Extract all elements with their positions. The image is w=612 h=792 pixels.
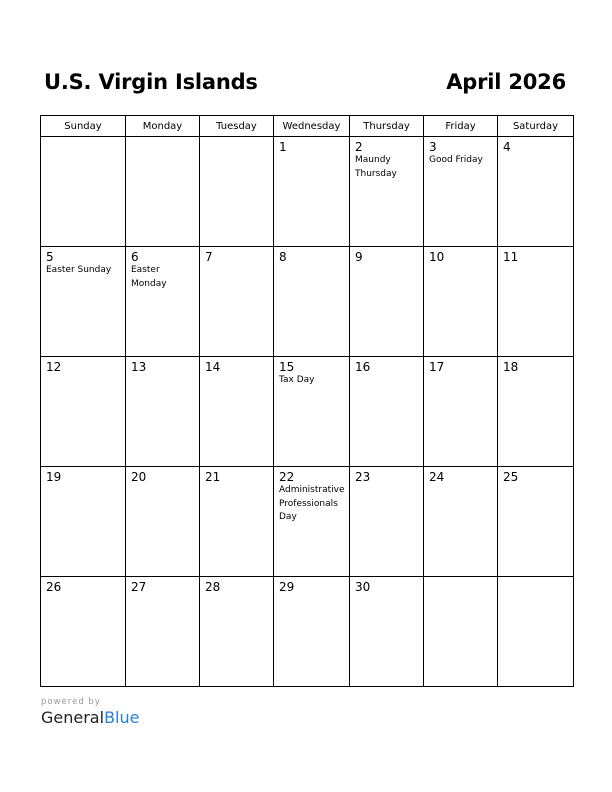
region-title: U.S. Virgin Islands xyxy=(44,70,258,94)
calendar-day-cell xyxy=(126,247,200,357)
calendar-day-cell xyxy=(274,467,350,577)
day-number: 14 xyxy=(205,360,221,374)
calendar-day-cell xyxy=(424,137,498,247)
calendar-empty-cell xyxy=(498,577,574,687)
holiday-label: Administrative Professionals Day xyxy=(279,485,345,522)
calendar-day-cell xyxy=(200,577,274,687)
calendar-day-cell xyxy=(274,137,350,247)
calendar-empty-cell xyxy=(126,137,200,247)
day-number: 21 xyxy=(205,470,221,484)
calendar-day-cell xyxy=(200,357,274,467)
calendar-grid xyxy=(40,115,574,687)
calendar-day-cell xyxy=(424,467,498,577)
day-number: 6 xyxy=(131,250,139,264)
weekday-header: Saturday xyxy=(498,116,574,137)
calendar-day-cell xyxy=(274,577,350,687)
day-number: 10 xyxy=(429,250,445,264)
holiday-label: Maundy Thursday xyxy=(355,155,397,179)
generalblue-logo[interactable] xyxy=(41,708,139,728)
day-number: 30 xyxy=(355,580,371,594)
calendar-day-cell xyxy=(41,467,126,577)
day-number: 12 xyxy=(46,360,62,374)
calendar-empty-cell xyxy=(41,137,126,247)
weekday-header: Wednesday xyxy=(274,116,350,137)
day-number: 4 xyxy=(503,140,511,154)
calendar-day-cell xyxy=(498,247,574,357)
calendar-day-cell xyxy=(350,467,424,577)
day-number: 9 xyxy=(355,250,363,264)
holiday-label: Easter Monday xyxy=(131,265,167,289)
day-number: 23 xyxy=(355,470,371,484)
calendar-day-cell xyxy=(41,577,126,687)
day-number: 13 xyxy=(131,360,147,374)
day-number: 25 xyxy=(503,470,519,484)
weekday-header: Tuesday xyxy=(200,116,274,137)
day-number: 29 xyxy=(279,580,295,594)
day-number: 16 xyxy=(355,360,371,374)
month-year-title: April 2026 xyxy=(446,70,566,94)
calendar-day-cell xyxy=(498,357,574,467)
day-number: 11 xyxy=(503,250,519,264)
calendar-day-cell xyxy=(126,467,200,577)
calendar-day-cell xyxy=(200,247,274,357)
day-number: 20 xyxy=(131,470,147,484)
calendar-day-cell xyxy=(350,577,424,687)
weekday-header-row xyxy=(41,116,574,137)
day-number: 22 xyxy=(279,470,295,484)
calendar-day-cell xyxy=(350,357,424,467)
weekday-header: Sunday xyxy=(41,116,126,137)
day-number: 19 xyxy=(46,470,62,484)
brand-general-text: General xyxy=(41,708,105,727)
calendar-day-cell xyxy=(41,357,126,467)
holiday-label: Easter Sunday xyxy=(46,265,112,275)
calendar-week-row xyxy=(41,467,574,577)
calendar-day-cell xyxy=(274,247,350,357)
calendar-day-cell xyxy=(41,247,126,357)
day-number: 15 xyxy=(279,360,295,374)
calendar-day-cell xyxy=(424,357,498,467)
calendar-day-cell xyxy=(350,137,424,247)
holiday-label: Tax Day xyxy=(279,375,315,385)
brand-blue-text: Blue xyxy=(104,708,140,727)
calendar-day-cell xyxy=(126,577,200,687)
calendar-week-row xyxy=(41,577,574,687)
day-number: 1 xyxy=(279,140,287,154)
calendar-day-cell xyxy=(126,357,200,467)
day-number: 24 xyxy=(429,470,445,484)
calendar-empty-cell xyxy=(424,577,498,687)
footer-branding xyxy=(41,696,139,728)
calendar-empty-cell xyxy=(200,137,274,247)
calendar-day-cell xyxy=(498,137,574,247)
calendar-week-row xyxy=(41,247,574,357)
holiday-label: Good Friday xyxy=(429,155,483,165)
calendar-week-row xyxy=(41,137,574,247)
calendar-day-cell xyxy=(498,467,574,577)
calendar-week-row xyxy=(41,357,574,467)
calendar-day-cell xyxy=(274,357,350,467)
day-number: 7 xyxy=(205,250,213,264)
day-number: 18 xyxy=(503,360,519,374)
day-number: 2 xyxy=(355,140,363,154)
day-number: 3 xyxy=(429,140,437,154)
powered-by-text: powered by xyxy=(41,697,101,707)
day-number: 27 xyxy=(131,580,147,594)
day-number: 8 xyxy=(279,250,287,264)
calendar-day-cell xyxy=(424,247,498,357)
day-number: 28 xyxy=(205,580,221,594)
day-number: 26 xyxy=(46,580,62,594)
day-number: 17 xyxy=(429,360,445,374)
weekday-header: Thursday xyxy=(350,116,424,137)
calendar-day-cell xyxy=(200,467,274,577)
calendar-day-cell xyxy=(350,247,424,357)
weekday-header: Monday xyxy=(126,116,200,137)
day-number: 5 xyxy=(46,250,54,264)
weekday-header: Friday xyxy=(424,116,498,137)
